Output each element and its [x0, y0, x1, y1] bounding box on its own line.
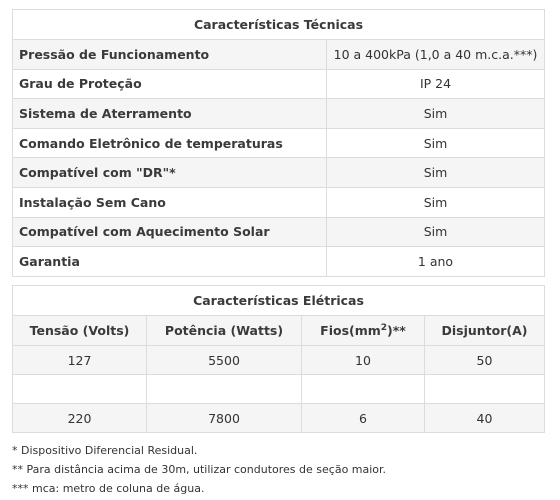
- fios-cell: 10: [302, 346, 425, 375]
- fios-cell: [302, 375, 425, 404]
- technical-specs-table: [12, 9, 545, 277]
- potencia-cell: 7800: [147, 404, 302, 433]
- table-header-row: [13, 316, 545, 346]
- spec-label: Comando Eletrônico de temperaturas: [13, 128, 327, 158]
- fios-header-prefix: Fios(mm: [320, 323, 381, 339]
- footnote: *** mca: metro de coluna de água.: [12, 482, 205, 495]
- spec-label: Sistema de Aterramento: [13, 99, 327, 129]
- table-row: [13, 346, 545, 375]
- spec-value: 10 a 400kPa (1,0 a 40 m.c.a.***): [327, 40, 545, 70]
- potencia-cell: 5500: [147, 346, 302, 375]
- technical-specs-title: Características Técnicas: [13, 10, 545, 40]
- tensao-cell: [13, 375, 147, 404]
- tensao-cell: 127: [13, 346, 147, 375]
- spec-label: Pressão de Funcionamento: [13, 40, 327, 70]
- spec-label: Instalação Sem Cano: [13, 187, 327, 217]
- spec-label: Compatível com "DR"*: [13, 158, 327, 188]
- fios-cell: 6: [302, 404, 425, 433]
- spec-label: Grau de Proteção: [13, 69, 327, 99]
- table-row: [13, 217, 545, 247]
- spec-value: Sim: [327, 158, 545, 188]
- spec-value: Sim: [327, 187, 545, 217]
- table-row: [13, 40, 545, 70]
- table-row: [13, 247, 545, 277]
- disjuntor-cell: 40: [425, 404, 545, 433]
- disjuntor-cell: [425, 375, 545, 404]
- footnote: * Dispositivo Diferencial Residual.: [12, 444, 198, 457]
- fios-header-suffix: )**: [387, 323, 406, 339]
- table-row: [13, 404, 545, 433]
- disjuntor-cell: 50: [425, 346, 545, 375]
- electrical-specs-title: Características Elétricas: [13, 286, 545, 316]
- potencia-cell: [147, 375, 302, 404]
- spec-value: Sim: [327, 128, 545, 158]
- spec-value: Sim: [327, 217, 545, 247]
- column-header-tensao: Tensão (Volts): [13, 316, 147, 346]
- table-row: [13, 99, 545, 129]
- table-row: [13, 375, 545, 404]
- electrical-specs-table: [12, 285, 545, 433]
- spec-value: Sim: [327, 99, 545, 129]
- spec-label: Garantia: [13, 247, 327, 277]
- tensao-cell: 220: [13, 404, 147, 433]
- table-row: [13, 187, 545, 217]
- column-header-potencia: Potência (Watts): [147, 316, 302, 346]
- fios-header-superscript: 2: [380, 322, 388, 333]
- table-row: [13, 69, 545, 99]
- spec-value: 1 ano: [327, 247, 545, 277]
- footnote: ** Para distância acima de 30m, utilizar condutores de seção maior.: [12, 463, 387, 476]
- table-row: [13, 128, 545, 158]
- footnotes: [12, 441, 386, 498]
- table-row: [13, 158, 545, 188]
- column-header-disjuntor: Disjuntor(A): [425, 316, 545, 346]
- spec-value: IP 24: [327, 69, 545, 99]
- spec-label: Compatível com Aquecimento Solar: [13, 217, 327, 247]
- column-header-fios: [302, 316, 425, 346]
